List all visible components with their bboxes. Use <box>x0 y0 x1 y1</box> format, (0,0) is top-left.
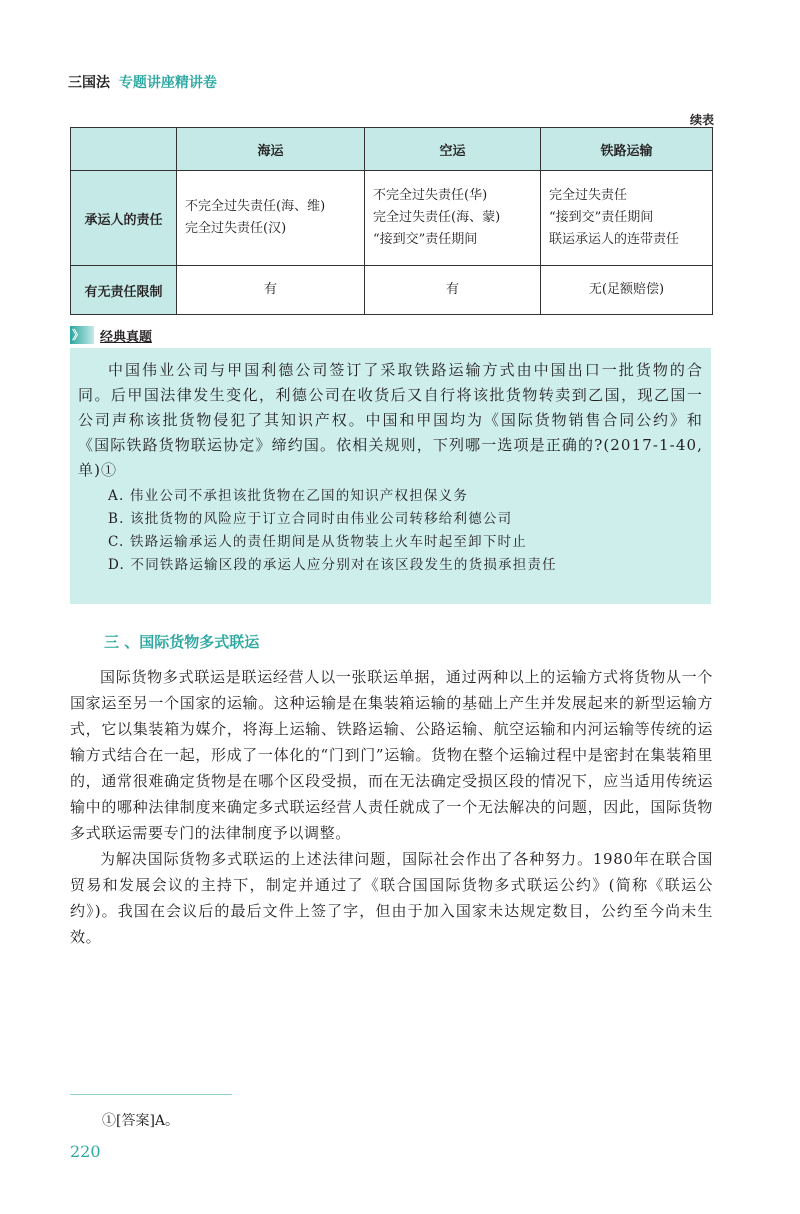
cell-line: 完全过失责任(汉) <box>185 221 287 236</box>
table-corner-cell <box>71 128 177 171</box>
option-a: A. 伟业公司不承担该批货物在乙国的知识产权担保义务 <box>108 488 469 504</box>
table-cell: 有 <box>177 266 365 315</box>
book-title: 三国法 <box>68 75 110 91</box>
exam-question-box <box>70 348 711 604</box>
classic-exam-tag <box>70 324 250 346</box>
column-header-air: 空运 <box>365 128 541 171</box>
table-cell <box>177 171 365 266</box>
option-b: B. 该批货物的风险应于订立合同时由伟业公司转移给利德公司 <box>108 511 513 527</box>
footnote: ①[答案]A。 <box>102 1113 180 1129</box>
row-header-liability-limit: 有无责任限制 <box>71 266 177 315</box>
cell-line: 完全过失责任 <box>549 188 628 203</box>
transport-comparison-table <box>70 127 713 315</box>
table-cell <box>541 171 713 266</box>
cell-line: 不完全过失责任(海、维) <box>185 199 326 214</box>
cell-line: 联运承运人的连带责任 <box>549 232 680 247</box>
cell-line: 不完全过失责任(华) <box>373 188 488 203</box>
table-cell <box>365 171 541 266</box>
page-number: 220 <box>70 1142 101 1161</box>
section-heading: 三 、国际货物多式联运 <box>104 633 260 651</box>
column-header-sea: 海运 <box>177 128 365 171</box>
series-title: 专题讲座精讲卷 <box>118 75 217 91</box>
cell-line: 完全过失责任(海、蒙) <box>373 210 501 225</box>
footnote-divider <box>70 1094 232 1095</box>
table-header-row <box>71 128 713 171</box>
table-cell: 有 <box>365 266 541 315</box>
running-header <box>68 72 217 92</box>
paragraph: 为解决国际货物多式联运的上述法律问题，国际社会作出了各种努力。1980年在联合国贸易和发展会议的主持下，制定并通过了《联合国国际货物多式联运公约》(简称《联运公约》)。我国在会议后的最后文件上签了字，但由于加入国家未达规定数目，公约至今尚未生效。 <box>70 850 713 946</box>
section-body <box>70 664 713 950</box>
chevron-icon: 》 <box>70 326 94 344</box>
cell-line: “接到交”责任期间 <box>373 232 478 247</box>
cell-line: “接到交”责任期间 <box>549 210 654 225</box>
question-stem: 中国伟业公司与甲国利德公司签订了采取铁路运输方式由中国出口一批货物的合同。后甲国法律发生变化，利德公司在收货后又自行将该批货物转卖到乙国，现乙国一公司声称该批货物侵犯了其知识产权。中国和甲国均为《国际货物销售合同公约》和《国际铁路货物联运协定》缔约国。依相关规则，下列哪一选项是正确的?(2017-1-40,单)① <box>78 361 703 479</box>
table-row <box>71 171 713 266</box>
option-d: D. 不同铁路运输区段的承运人应分别对在该区段发生的货损承担责任 <box>108 557 557 573</box>
table-cell: 无(足额赔偿) <box>541 266 713 315</box>
paragraph: 国际货物多式联运是联运经营人以一张联运单据，通过两种以上的运输方式将货物从一个国家运至另一个国家的运输。这种运输是在集装箱运输的基础上产生并发展起来的新型运输方式，它以集装箱为媒介，将海上运输、铁路运输、公路运输、航空运输和内河运输等传统的运输方式结合在一起，形成了一体化的“门到门”运输。货物在整个运输过程中是密封在集装箱里的，通常很难确定货物是在哪个区段受损，而在无法确定受损区段的情况下，应当适用传统运输中的哪种法律制度来确定多式联运经营人责任就成了一个无法解决的问题，因此，国际货物多式联运需要专门的法律制度予以调整。 <box>70 668 713 842</box>
question-options <box>78 485 703 577</box>
column-header-rail: 铁路运输 <box>541 128 713 171</box>
option-c: C. 铁路运输承运人的责任期间是从货物装上火车时起至卸下时止 <box>108 534 527 550</box>
table-row <box>71 266 713 315</box>
table-continued-label: 续表 <box>689 113 714 127</box>
row-header-carrier-liability: 承运人的责任 <box>71 171 177 266</box>
classic-exam-label: 经典真题 <box>100 330 153 345</box>
